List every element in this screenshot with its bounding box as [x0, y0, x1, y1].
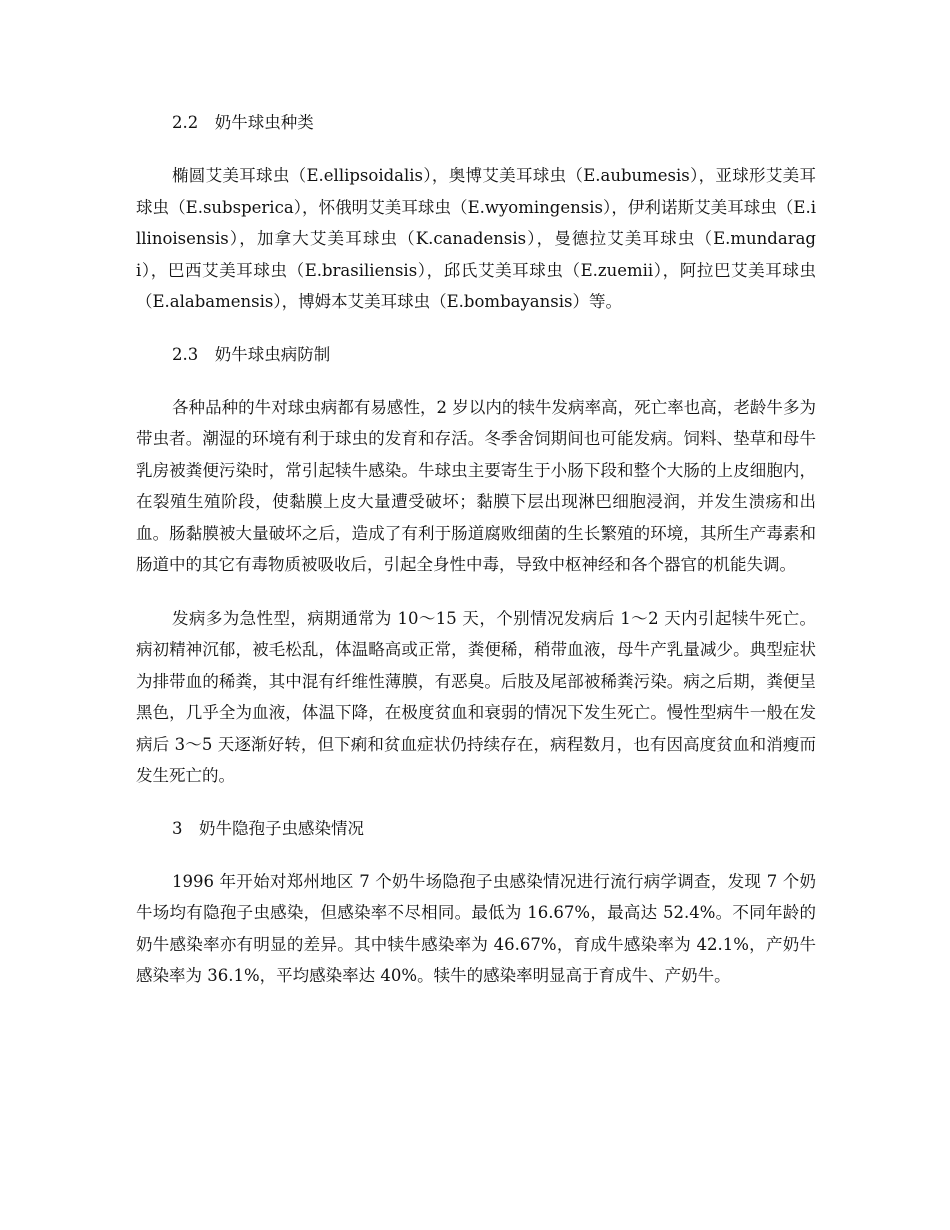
section-heading-2-3: 2.3 奶牛球虫病防制 — [172, 344, 331, 364]
section-heading-3: 3 奶牛隐孢子虫感染情况 — [172, 818, 364, 838]
paragraph-coccidiosis-susceptibility: 各种品种的牛对球虫病都有易感性，2 岁以内的犊牛发病率高，死亡率也高，老龄牛多为带虫者。潮湿的环境有利于球虫的发育和存活。冬季舍饲期间也可能发病。饲料、垫草和母牛乳房被粪便污染时，常引起犊牛感染。牛球虫主要寄生于小肠下段和整个大肠的上皮细胞内，在裂殖生殖阶段，使黏膜上皮大量遭受破坏；黏膜下层出现淋巴细胞浸润，并发生溃疡和出血。肠黏膜被大量破坏之后，造成了有利于肠道腐败细菌的生长繁殖的环境，其所生产毒素和肠道中的其它有毒物质被吸收后，引起全身性中毒，导致中枢神经和各个器官的机能失调。 — [136, 397, 816, 574]
paragraph-coccidiosis-symptoms: 发病多为急性型，病期通常为 10～15 天，个别情况发病后 1～2 天内引起犊牛死亡。病初精神沉郁，被毛松乱，体温略高或正常，粪便稀，稍带血液，母牛产乳量减少。典型症状为排带血的稀粪，其中混有纤维性薄膜，有恶臭。后肢及尾部被稀粪污染。病之后期，粪便呈黑色，几乎全为血液，体温下降，在极度贫血和衰弱的情况下发生死亡。慢性型病牛一般在发病后 3～5 天逐渐好转，但下痢和贫血症状仍持续存在，病程数月，也有因高度贫血和消瘦而发生死亡的。 — [136, 608, 816, 785]
section-heading-2-2: 2.2 奶牛球虫种类 — [172, 113, 314, 132]
paragraph-cryptosporidium-survey: 1996 年开始对郑州地区 7 个奶牛场隐孢子虫感染情况进行流行病学调查，发现 7 个奶牛场均有隐孢子虫感染，但感染率不尽相同。最低为 16.67%，最高达 52.4%。不同年龄的奶牛感染率亦有明显的差异。其中犊牛感染率为 46.67%，育成牛感染率为 42.1%，产奶牛感染率为 36.1%，平均感染率达 40%。犊牛的感染率明显高于育成牛、产奶牛。 — [136, 871, 816, 985]
paragraph-coccidia-species: 椭圆艾美耳球虫（E.ellipsoidalis），奥博艾美耳球虫（E.aubumesis），亚球形艾美耳球虫（E.subsperica），怀俄明艾美耳球虫（E.wyomingensis），伊利诺斯艾美耳球虫（E.illinoisensis），加拿大艾美耳球虫（K.canadensis），曼德拉艾美耳球虫（E.mundaragi），巴西艾美耳球虫（E.brasiliensis），邱氏艾美耳球虫（E.zuemii），阿拉巴艾美耳球虫（E.alabamensis），博姆本艾美耳球虫（E.bombayansis）等。 — [136, 166, 816, 311]
document-body — [136, 108, 816, 1014]
